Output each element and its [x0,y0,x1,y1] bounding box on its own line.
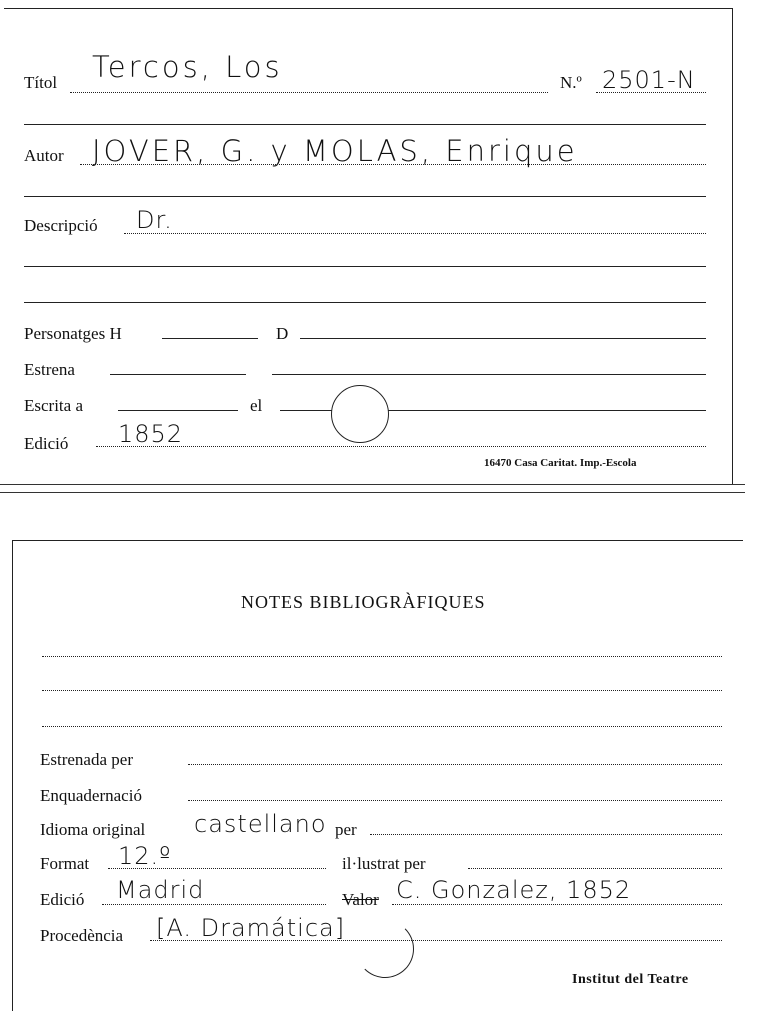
edicio2-value: Madrid [116,876,205,904]
el-label: el [250,396,263,415]
notes-line-3 [42,726,722,727]
valor-line [392,904,722,905]
cut-line-1 [0,484,745,485]
titol-line [70,92,548,93]
edicio-line [96,446,706,447]
descripcio-line [124,233,706,234]
titol-value: Tercos, Los [92,50,283,84]
enquadernacio-label: Enquadernació [40,786,142,805]
enquadernacio-line [188,800,722,801]
notes-line-2 [42,690,722,691]
format-label: Format [40,854,90,873]
numero-label: N.º [560,73,582,92]
estrena-line-1 [110,374,246,375]
autor-value: JOVER, G. y MOLAS, Enrique [92,134,578,168]
rule-3 [24,266,706,267]
estrena-line-2 [272,374,706,375]
personatges-d-line [300,338,706,339]
edicio-label: Edició [24,434,69,453]
illustrat-line [468,868,722,869]
titol-label: Títol [24,73,58,92]
estrena-label: Estrena [24,360,75,379]
format-line [108,868,326,869]
procedencia-label: Procedència [40,926,124,945]
rule-1 [24,124,706,125]
personatges-d-label: D [276,324,289,343]
cut-line-2 [0,492,745,493]
idioma-per-label: per [335,820,357,839]
procedencia-value: [A. Dramática] [156,914,346,942]
illustrat-label: il·lustrat per [342,854,426,873]
edicio-value: 1852 [118,420,184,448]
notes-line-1 [42,656,722,657]
escrita-label: Escrita a [24,396,83,415]
descripcio-label: Descripció [24,216,98,235]
edicio2-label: Edició [40,890,85,909]
institution-name: Institut del Teatre [572,972,689,987]
valor-value: C. Gonzalez, 1852 [396,876,632,904]
rule-2 [24,196,706,197]
numero-value: 2501-N [602,66,696,94]
idioma-label: Idioma original [40,820,146,839]
procedencia-line [150,940,722,941]
format-value: 12.º [118,842,172,870]
numero-line [596,92,706,93]
notes-heading: NOTES BIBLIOGRÀFIQUES [241,592,486,612]
valor-label: Valor [342,890,379,909]
estrenada-label: Estrenada per [40,750,133,769]
personatges-label: Personatges H [24,324,122,343]
personatges-h-line [162,338,258,339]
rule-4 [24,302,706,303]
estrenada-line [188,764,722,765]
idioma-per-line [370,834,722,835]
autor-label: Autor [24,146,64,165]
escrita-line [118,410,238,411]
autor-line [80,164,706,165]
edicio2-line [102,904,326,905]
punch-hole-back [356,920,414,978]
idioma-value: castellano [194,810,327,838]
punch-hole-front [331,385,389,443]
printer-imprint: 16470 Casa Caritat. Imp.-Escola [484,457,637,469]
descripcio-value: Dr. [136,206,173,234]
